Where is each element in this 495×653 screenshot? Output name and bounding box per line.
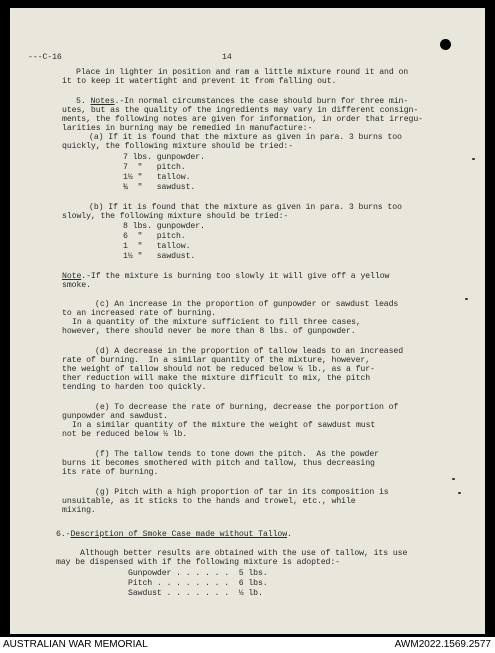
speck [452,478,455,480]
text-line: larities in burning may be remedied in manufacture:- [62,124,313,133]
text-line: gunpowder and sawdust. [62,412,168,421]
punch-hole [440,39,451,50]
recipe-item: Gunpowder . . . . . . 5 lbs. [128,569,268,578]
text-line: Note.-If the mixture is burning too slowly it will give off a yellow [62,272,390,281]
text-line: not be reduced below ½ lb. [62,430,188,439]
recipe-item: 1½ " tallow. [123,173,191,182]
recipe-item: Sawdust . . . . . . . ½ lb. [128,589,263,598]
text-line: burns it becomes smothered with pitch and tallow, thus decreasing [62,459,375,468]
text-line: rate of burning. In a similar quantity of the mixture, however, [62,356,371,365]
recipe-item: 7 lbs. gunpowder. [123,153,205,162]
recipe-item: 1½ " sawdust. [123,252,196,261]
recipe-item: Pitch . . . . . . . . 6 lbs. [128,579,268,588]
text-line: Place in lighter in position and ram a little mixture round it and on [76,68,409,77]
document-page [10,8,485,634]
text-line: quickly, the following mixture should be tried:- [62,142,294,151]
text-line: slowly, the following mixture should be tried:- [62,212,289,221]
text-line: Although better results are obtained with the use of tallow, its use [80,549,408,558]
text-line: 5. Notes.-In normal circumstances the case should burn for three min- [76,97,409,106]
text-line: it to keep it watertight and prevent it from falling out. [62,77,337,86]
text-line: (e) To decrease the rate of burning, decrease the porportion of [95,403,399,412]
text-line: unsuitable, as it sticks to the hands and trowel, etc., while [62,497,356,506]
text-line: In a similar quantity of the mixture the weight of sawdust must [72,421,376,430]
text-line: (b) If it is found that the mixture as given in para. 3 burns too [89,203,402,212]
recipe-item: 1 " tallow. [123,242,191,251]
recipe-item: ¾ " sawdust. [123,183,196,192]
recipe-item: 7 " pitch. [123,163,186,172]
text-line: tending to harden too quickly. [62,383,207,392]
recipe-item: 8 lbs. gunpowder. [123,222,205,231]
text-line: ments, the following notes are given for information, in order that irregu- [62,115,423,124]
speck [465,298,468,300]
recipe-item: 6 " pitch. [123,232,186,241]
text-line: (f) The tallow tends to tone down the pitch. As the powder [95,450,379,459]
footer-institution: AUSTRALIAN WAR MEMORIAL [3,639,148,650]
text-line: the weight of tallow should not be reduced below ½ lb., as a fur- [62,365,375,374]
speck [472,158,475,160]
text-line: its rate of burning. [62,468,159,477]
footer-accession-id: AWM2022.1569.2577 [394,639,491,650]
page-number: 14 [222,53,232,62]
text-line: (c) An increase in the proportion of gunpowder or sawdust leads [95,300,399,309]
section-heading: 6.-Description of Smoke Case made without Tallow. [56,530,292,539]
text-line: utes, but as the quality of the ingredients may vary in different consign- [62,106,419,115]
text-line: mixing. [62,506,96,515]
text-line: (d) A decrease in the proportion of tallow leads to an increased [95,347,404,356]
text-line: (g) Pitch with a high proportion of tar in its composition is [95,488,389,497]
text-line: however, there should never be more than 8 lbs. of gunpowder. [62,327,356,336]
text-line: ther reduction will make the mixture difficult to mix, the pitch [62,374,371,383]
text-line: smoke. [62,281,91,290]
footer-bar [0,637,495,653]
text-line: may be dispensed with if the following mixture is adopted:- [56,558,340,567]
speck [458,492,461,494]
text-line: (a) If it is found that the mixture as given in para. 3 burns too [89,133,402,142]
page-reference: ---C-16 [28,53,62,62]
text-line: to an increased rate of burning. [62,309,217,318]
text-line: In a quantity of the mixture sufficient to fill three cases, [72,318,361,327]
